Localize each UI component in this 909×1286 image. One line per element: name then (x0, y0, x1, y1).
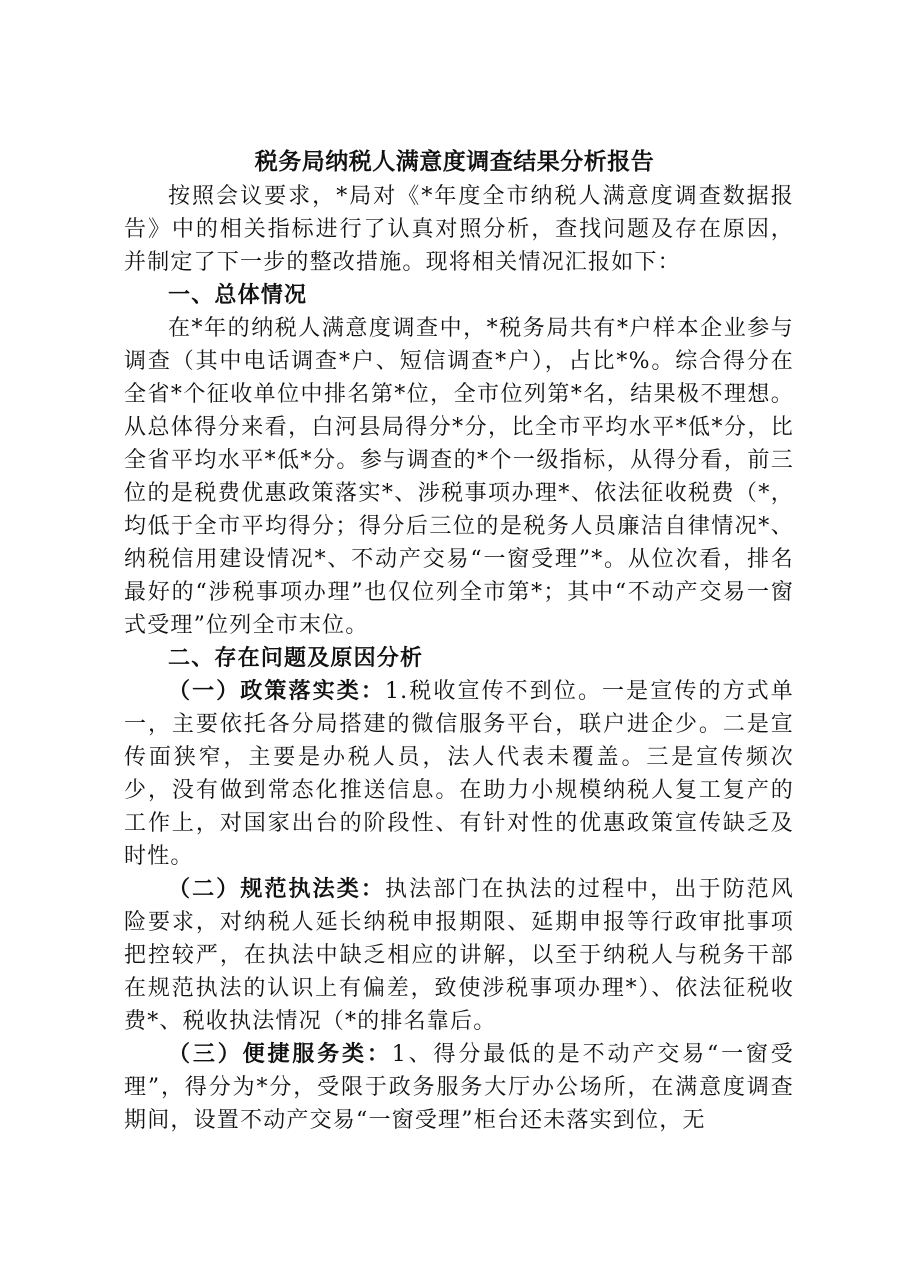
document-title: 税务局纳税人满意度调查结果分析报告 (254, 149, 655, 175)
section-heading-problems: 二、存在问题及原因分析 (168, 646, 424, 671)
enforcement-text: 执法部门在执法的过程中，出于防范风险要求，对纳税人延长纳税申报期限、延期申报等行政审批事项把控较严，在执法中缺乏相应的讲解，以至于纳税人与税务干部在规范执法的认识上有偏差，致使涉税事项办理*）、依法征税收费*、税收执法情况（*的排名靠后。 (124, 877, 794, 1034)
policy-paragraph (124, 675, 794, 873)
service-paragraph (124, 1038, 794, 1137)
policy-text: 1.税收宣传不到位。一是宣传的方式单一，主要依托各分局搭建的微信服务平台，联户进企少。二是宣传面狭窄，主要是办税人员，法人代表未覆盖。三是宣传频次少，没有做到常态化推送信息。在助力小规模纳税人复工复产的工作上，对国家出台的阶段性、有针对性的优惠政策宣传缺乏及时性。 (124, 679, 794, 869)
enforcement-lead: （二）规范执法类： (168, 877, 386, 902)
section-heading-overall: 一、总体情况 (168, 283, 308, 308)
policy-lead: （一）政策落实类： (168, 679, 385, 704)
overall-paragraph: 在*年的纳税人满意度调查中，*税务局共有*户样本企业参与调查（其中电话调查*户、短信调查*户），占比*%。综合得分在全省*个征收单位中排名第*位，全市位列第*名，结果极不理想。从总体得分来看，白河县局得分*分，比全市平均水平*低*分，比全省平均水平*低*分。参与调查的*个一级指标，从得分看，前三位的是税费优惠政策落实*、涉税事项办理*、依法征收税费（*，均低于全市平均得分；得分后三位的是税务人员廉洁自律情况*、纳税信用建设情况*、不动产交易“一窗受理”*。从位次看，排名最好的“涉税事项办理”也仅位列全市第*；其中“不动产交易一窗式受理”位列全市末位。 (124, 316, 794, 638)
intro-paragraph: 按照会议要求，*局对《*年度全市纳税人满意度调查数据报告》中的相关指标进行了认真对照分析，查找问题及存在原因，并制定了下一步的整改措施。现将相关情况汇报如下： (124, 184, 794, 275)
document-body (124, 180, 794, 1137)
service-text: 1、得分最低的是不动产交易“一窗受理”，得分为*分，受限于政务服务大厅办公场所，在满意度调查期间，设置不动产交易“一窗受理”柜台还未落实到位，无 (124, 1042, 794, 1133)
enforcement-paragraph (124, 873, 794, 1038)
service-lead: （三）便捷服务类： (168, 1042, 392, 1067)
